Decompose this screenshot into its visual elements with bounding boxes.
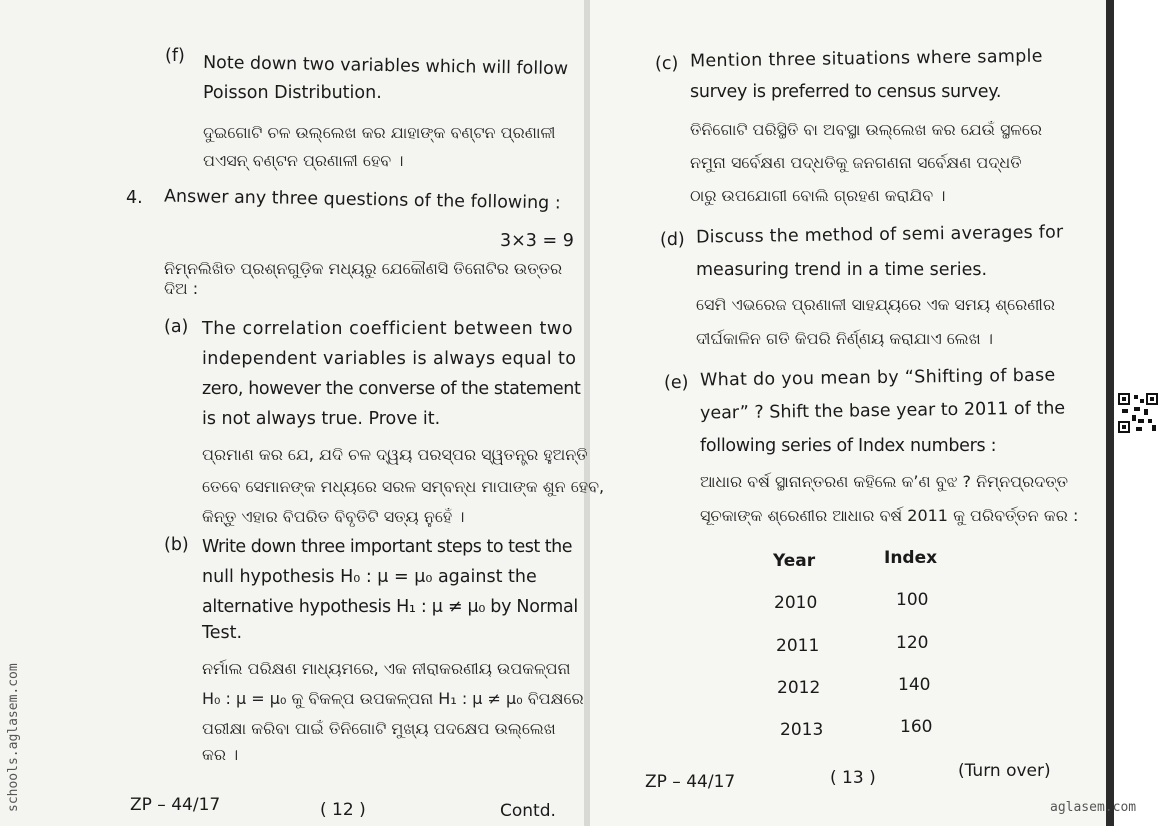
scan-edge [1106, 0, 1114, 826]
item-b-line3: alternative hypothesis H₁ : μ ≠ μ₀ by Normal [202, 597, 578, 617]
q4-line1: Answer any three questions of the following : [163, 186, 561, 214]
item-e-line1: What do you mean by “Shifting of base [699, 365, 1056, 391]
watermark-horizontal: aglasem.com [1050, 800, 1137, 815]
item-e-odia1: ଆଧାର ବର୍ଷ ସ୍ଥାନାନ୍ତରଣ କହିଲେ କ’ଣ ବୁଝ ? ନିମ୍ନପ୍ରଦତ୍ତ [700, 472, 1069, 491]
q4-odia1: ନିମ୍ନଲିଖିତ ପ୍ରଶ୍ନଗୁଡ଼ିକ ମଧ୍ୟରୁ ଯେକୌଣସି ତିନୋଟିର ଉତ୍ତର [164, 259, 563, 278]
item-d-line1: Discuss the method of semi averages for [695, 222, 1064, 248]
table-header-year: Year [773, 551, 816, 571]
qr-code-icon [1118, 393, 1158, 433]
item-b-odia1: ନର୍ମାଲ ପରିକ୍ଷଣ ମାଧ୍ୟମରେ, ଏକ ନୀରାକରଣୀୟ ଉପକଳ୍ପନା [202, 659, 571, 678]
item-b-line4: Test. [202, 623, 243, 643]
item-c-odia2: ନମୁନା ସର୍ବେକ୍ଷଣ ପଦ୍ଧତିକୁ ଜନଗଣନା ସର୍ବେକ୍ଷଣ ପଦ୍ଧତି [690, 153, 1022, 172]
left-footer-code: ZP – 44/17 [130, 795, 221, 815]
item-e-line3: following series of Index numbers : [700, 436, 997, 456]
item-b-line2: null hypothesis H₀ : μ = μ₀ against the [202, 567, 537, 587]
item-f-line1: Note down two variables which will follow [202, 52, 569, 80]
item-b-odia3: ପରୀକ୍ଷା କରିବା ପାଇଁ ତିନିଗୋଟି ମୁଖ୍ୟ ପଦକ୍ଷେପ ଉଲ୍ଲେଖ [202, 719, 556, 738]
item-a-line1: The correlation coefficient between two [202, 319, 574, 339]
right-footer-turn-over: (Turn over) [958, 761, 1051, 781]
item-b-odia2: H₀ : μ = μ₀ କୁ ବିକଳ୍ପ ଉପକଳ୍ପନା H₁ : μ ≠ μ₀ ବିପକ୍ଷରେ [202, 689, 584, 708]
table-cell-index: 120 [896, 633, 929, 653]
item-e-odia2: ସୂଚକାଙ୍କ ଶ୍ରେଣୀର ଆଧାର ବର୍ଷ 2011 କୁ ପରିବର୍ତ୍ତନ କର : [700, 506, 1079, 525]
left-footer-page: ( 12 ) [320, 800, 366, 820]
table-cell-index: 140 [898, 675, 931, 695]
item-a-odia3: କିନ୍ତୁ ଏହାର ବିପରିତ ବିବୃତିଟି ସତ୍ୟ ନୁହେଁ । [202, 507, 465, 526]
item-c-label: (c) [655, 54, 679, 74]
item-d-line2: measuring trend in a time series. [696, 260, 988, 280]
item-a-line4: is not always true. Prove it. [202, 409, 441, 429]
right-footer-page: ( 13 ) [830, 768, 876, 788]
item-a-line3: zero, however the converse of the statement [202, 379, 581, 399]
watermark-vertical: schools.aglasem.com [6, 663, 21, 812]
item-f-label: (f) [165, 46, 185, 66]
q4-odia2: ଦିଅ : [164, 279, 199, 298]
table-cell-index: 100 [896, 590, 929, 610]
item-c-odia1: ତିନିଗୋଟି ପରିସ୍ଥିତି ବା ଅବସ୍ଥା ଉଲ୍ଲେଖ କର ଯେଉଁ ସ୍ଥଳରେ [690, 120, 1042, 139]
table-cell-year: 2012 [777, 678, 821, 698]
item-c-odia3: ଠାରୁ ଉପଯୋଗୀ ବୋଲି ଗ୍ରହଣ କରାଯିବ । [690, 186, 946, 205]
left-footer-contd: Contd. [500, 801, 556, 821]
item-a-line2: independent variables is always equal to [202, 349, 577, 369]
right-footer-code: ZP – 44/17 [645, 772, 736, 792]
item-d-odia2: ଦୀର୍ଘକାଳିନ ଗତି କିପରି ନିର୍ଣ୍ଣୟ କରାଯାଏ ଲେଖ । [696, 329, 993, 348]
item-c-line2: survey is preferred to census survey. [690, 82, 1002, 102]
table-cell-year: 2010 [774, 593, 818, 613]
item-e-label: (e) [664, 373, 689, 393]
table-cell-year: 2013 [780, 720, 824, 740]
item-b-line1: Write down three important steps to test the [202, 537, 572, 557]
item-f-line2: Poisson Distribution. [203, 83, 382, 103]
q4-number: 4. [126, 188, 143, 208]
table-header-index: Index [884, 548, 938, 568]
table-cell-year: 2011 [776, 636, 820, 656]
item-a-odia2: ତେବେ ସେମାନଙ୍କ ମଧ୍ୟରେ ସରଳ ସମ୍ବନ୍ଧ ମାପାଙ୍କ ଶୁନ ହେବ, [202, 477, 605, 496]
item-b-odia4: କର । [202, 745, 239, 764]
item-f-odia2: ପଏସନ୍ ବଣ୍ଟନ ପ୍ରଣାଳୀ ହେବ । [203, 151, 404, 170]
item-e-line2: year” ? Shift the base year to 2011 of the [699, 398, 1066, 424]
item-a-label: (a) [164, 317, 189, 337]
item-f-odia1: ଦୁଇଗୋଟି ଚଳ ଉଲ୍ଲେଖ କର ଯାହାଙ୍କ ବଣ୍ଟନ ପ୍ରଣାଳୀ [203, 123, 556, 142]
item-d-odia1: ସେମି ଏଭରେଜ ପ୍ରଣାଳୀ ସାହଯ୍ୟରେ ଏକ ସମୟ ଶ୍ରେଣୀର [696, 295, 1055, 314]
table-cell-index: 160 [900, 717, 933, 737]
q4-marks: 3×3 = 9 [500, 231, 574, 251]
item-a-odia1: ପ୍ରମାଣ କର ଯେ, ଯଦି ଚଳ ଦ୍ୱୟ ପରସ୍ପର ସ୍ୱତନ୍ତ୍ର ହୁଅନ୍ତି [202, 445, 588, 464]
item-d-label: (d) [660, 230, 685, 250]
item-b-label: (b) [164, 535, 189, 555]
item-c-line1: Mention three situations where sample [689, 46, 1043, 72]
